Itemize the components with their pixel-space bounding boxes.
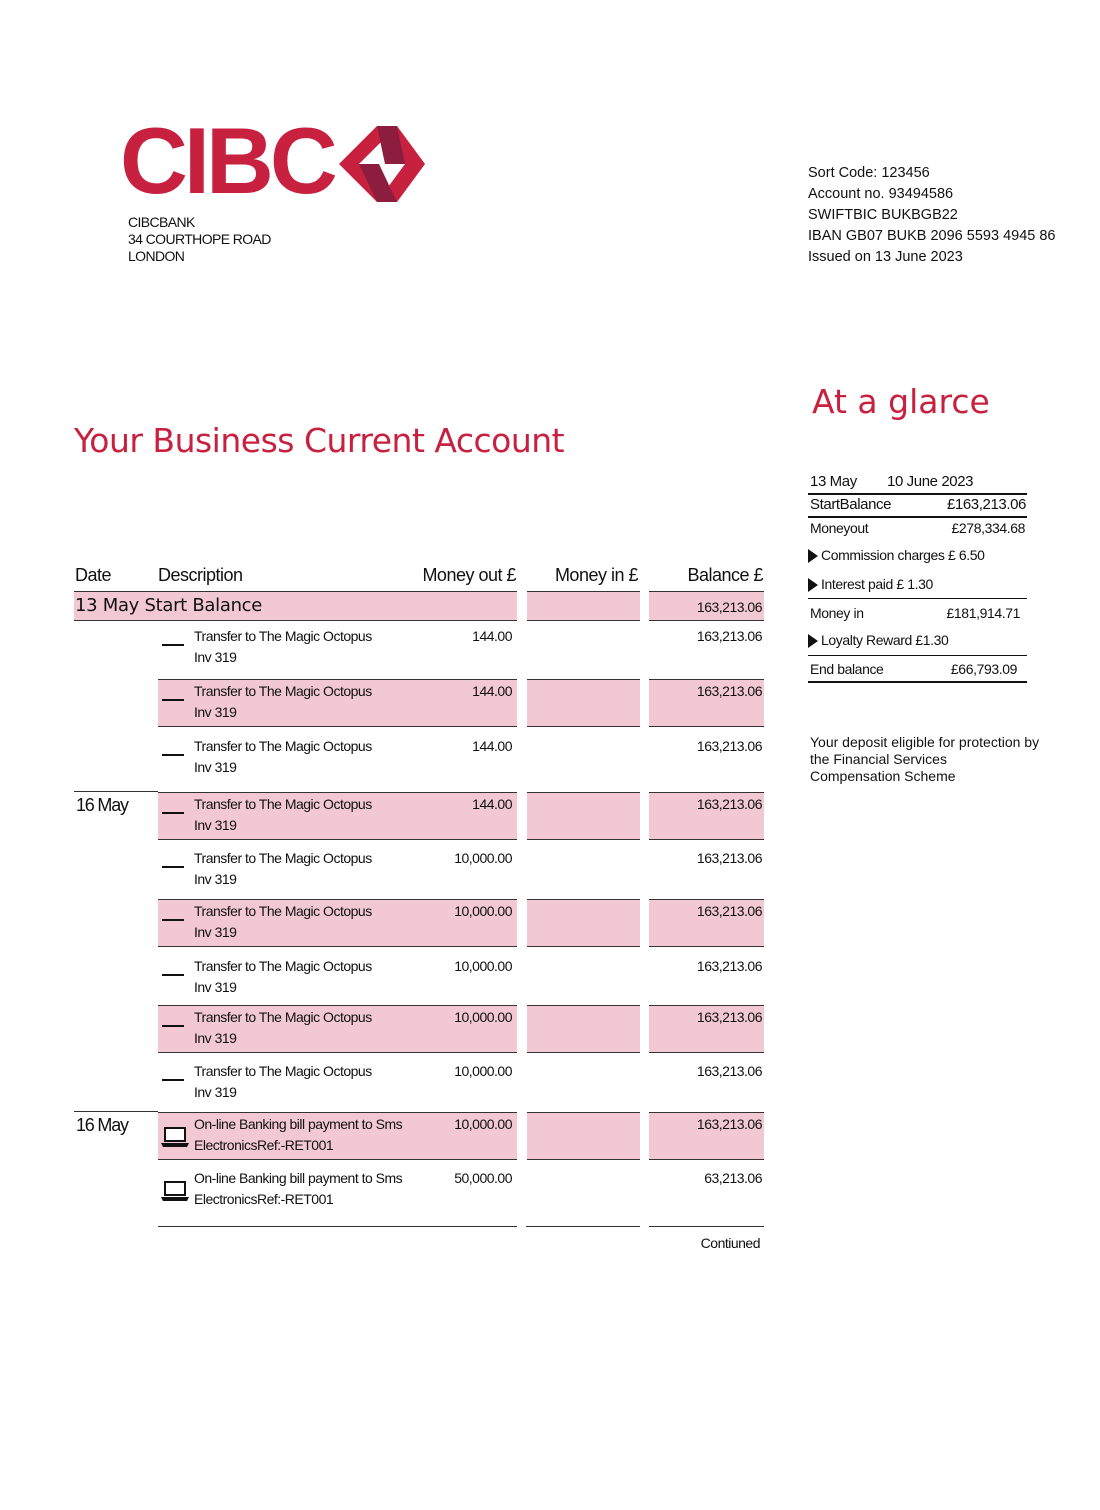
continued-note: Contiuned [700, 1235, 760, 1251]
glance-divider [808, 516, 1027, 518]
start-balance-value: 163,213.06 [696, 599, 762, 615]
transfer-dash-icon [162, 1079, 184, 1081]
glance-period-from: 13 May [810, 473, 857, 490]
glance-period-to: 10 June 2023 [887, 473, 974, 490]
row-description-line1: Transfer to The Magic Octopus [194, 738, 372, 754]
bank-city: LONDON [128, 248, 185, 264]
triangle-bullet-icon [808, 578, 818, 592]
glance-loyalty-text: Loyalty Reward £1.30 [821, 632, 949, 648]
glance-commission-text: Commission charges £ 6.50 [821, 547, 985, 563]
row-money-out: 10,000.00 [454, 1009, 512, 1025]
swift-code: SWIFTBIC BUKBGB22 [808, 207, 958, 223]
row-description-line2: ElectronicsRef:-RET001 [194, 1137, 334, 1153]
row-description-line2: Inv 319 [194, 1030, 237, 1046]
transfer-dash-icon [162, 644, 184, 646]
row-description-line1: On-line Banking bill payment to Sms [194, 1116, 403, 1132]
glance-end-balance-label: End balance [810, 661, 884, 677]
glance-divider [808, 655, 1027, 656]
row-highlight [527, 1112, 640, 1160]
glance-interest-text: Interest paid £ 1.30 [821, 576, 933, 592]
row-description-line2: Inv 319 [194, 649, 237, 665]
cibc-diamond-logo-icon [335, 124, 427, 204]
row-date: 16 May [76, 795, 128, 815]
start-balance-label: 13 May Start Balance [75, 595, 263, 616]
row-balance: 163,213.06 [696, 903, 762, 919]
transfer-dash-icon [162, 866, 184, 868]
transfer-dash-icon [162, 919, 184, 921]
glance-divider [808, 598, 1027, 599]
row-description [194, 1114, 424, 1156]
row-description-line2: Inv 319 [194, 1084, 237, 1100]
triangle-bullet-icon [808, 549, 818, 563]
row-highlight [527, 1005, 640, 1053]
row-description [194, 848, 424, 890]
table-bottom-rule [649, 1226, 764, 1227]
row-balance: 163,213.06 [696, 958, 762, 974]
row-description-line1: Transfer to The Magic Octopus [194, 683, 372, 699]
bank-name: CIBCBANK [128, 214, 195, 230]
col-header-money-out: Money out £ [422, 565, 516, 585]
row-money-out: 144.00 [472, 738, 512, 754]
row-balance: 63,213.06 [704, 1170, 762, 1186]
row-description-line2: Inv 319 [194, 924, 237, 940]
row-balance: 163,213.06 [696, 628, 762, 644]
row-description [194, 794, 424, 836]
account-number: Account no. 93494586 [808, 186, 954, 202]
laptop-icon [160, 1126, 190, 1148]
row-balance: 163,213.06 [696, 1116, 762, 1132]
row-balance: 163,213.06 [696, 850, 762, 866]
glance-money-out-label: Moneyout [810, 520, 869, 536]
row-balance: 163,213.06 [696, 1009, 762, 1025]
row-description [194, 901, 424, 943]
iban: IBAN GB07 BUKB 2096 5593 4945 86 [808, 228, 1056, 244]
transfer-dash-icon [162, 1025, 184, 1027]
table-bottom-rule [526, 1226, 640, 1227]
row-description-line1: On-line Banking bill payment to Sms [194, 1170, 403, 1186]
glance-money-in-label: Money in [810, 605, 864, 621]
laptop-icon [160, 1180, 190, 1202]
row-description [194, 956, 424, 998]
glance-money-out-value: £278,334.68 [951, 520, 1025, 536]
glance-divider [808, 493, 1027, 495]
row-description-line1: Transfer to The Magic Octopus [194, 628, 372, 644]
row-money-out: 10,000.00 [454, 850, 512, 866]
table-bottom-rule [158, 1226, 517, 1227]
transfer-dash-icon [162, 754, 184, 756]
row-description-line1: Transfer to The Magic Octopus [194, 1009, 372, 1025]
row-highlight [527, 679, 640, 727]
transfer-dash-icon [162, 974, 184, 976]
row-description-line2: Inv 319 [194, 817, 237, 833]
sort-code: Sort Code: 123456 [808, 165, 930, 181]
row-money-out: 10,000.00 [454, 1063, 512, 1079]
row-description-line1: Transfer to The Magic Octopus [194, 850, 372, 866]
date-divider [74, 1111, 158, 1112]
bank-street: 34 COURTHOPE ROAD [128, 231, 271, 247]
row-description-line1: Transfer to The Magic Octopus [194, 903, 372, 919]
row-money-out: 50,000.00 [454, 1170, 512, 1186]
row-balance: 163,213.06 [696, 796, 762, 812]
row-money-out: 144.00 [472, 683, 512, 699]
bank-address [128, 214, 271, 265]
row-description-line1: Transfer to The Magic Octopus [194, 1063, 372, 1079]
row-description-line2: Inv 319 [194, 704, 237, 720]
glance-money-in-value: £181,914.71 [946, 605, 1020, 621]
glance-start-balance-label: StartBalance [810, 496, 892, 513]
row-money-out: 10,000.00 [454, 1116, 512, 1132]
triangle-bullet-icon [808, 634, 818, 648]
glance-loyalty [808, 632, 948, 648]
glance-start-balance-value: £163,213.06 [946, 496, 1026, 513]
row-balance: 163,213.06 [696, 683, 762, 699]
row-highlight [527, 792, 640, 840]
transfer-dash-icon [162, 812, 184, 814]
page-title: Your Business Current Account [74, 421, 565, 460]
row-description [194, 1061, 424, 1103]
bank-logo-text: CIBC [120, 108, 334, 213]
row-date: 16 May [76, 1115, 128, 1135]
row-description-line1: Transfer to The Magic Octopus [194, 958, 372, 974]
account-details [808, 163, 1055, 268]
col-header-money-in: Money in £ [554, 565, 638, 585]
glance-end-balance-value: £66,793.09 [950, 661, 1017, 677]
row-description-line2: Inv 319 [194, 979, 237, 995]
date-divider [74, 791, 158, 792]
glance-interest [808, 576, 933, 592]
glance-divider [808, 681, 1027, 683]
row-money-out: 144.00 [472, 796, 512, 812]
glance-commission [808, 547, 985, 563]
row-balance: 163,213.06 [696, 1063, 762, 1079]
col-header-balance: Balance £ [687, 565, 763, 585]
row-description [194, 626, 424, 668]
transfer-dash-icon [162, 699, 184, 701]
row-description-line2: Inv 319 [194, 871, 237, 887]
row-balance: 163,213.06 [696, 738, 762, 754]
row-money-out: 10,000.00 [454, 958, 512, 974]
glance-title: At a glarce [812, 382, 990, 421]
row-description-line2: ElectronicsRef:-RET001 [194, 1191, 334, 1207]
row-money-out: 144.00 [472, 628, 512, 644]
row-description [194, 1168, 424, 1210]
row-description [194, 1007, 424, 1049]
col-header-description: Description [158, 565, 243, 585]
row-description [194, 681, 424, 723]
start-balance-money-in-bg [527, 591, 640, 621]
row-description-line1: Transfer to The Magic Octopus [194, 796, 372, 812]
row-money-out: 10,000.00 [454, 903, 512, 919]
deposit-protection-note: Your deposit eligible for protection by the Financial Services Compensation Scheme [810, 734, 1040, 784]
issue-date: Issued on 13 June 2023 [808, 249, 963, 265]
col-header-date: Date [75, 565, 112, 585]
row-highlight [527, 899, 640, 947]
row-description [194, 736, 424, 778]
row-description-line2: Inv 319 [194, 759, 237, 775]
